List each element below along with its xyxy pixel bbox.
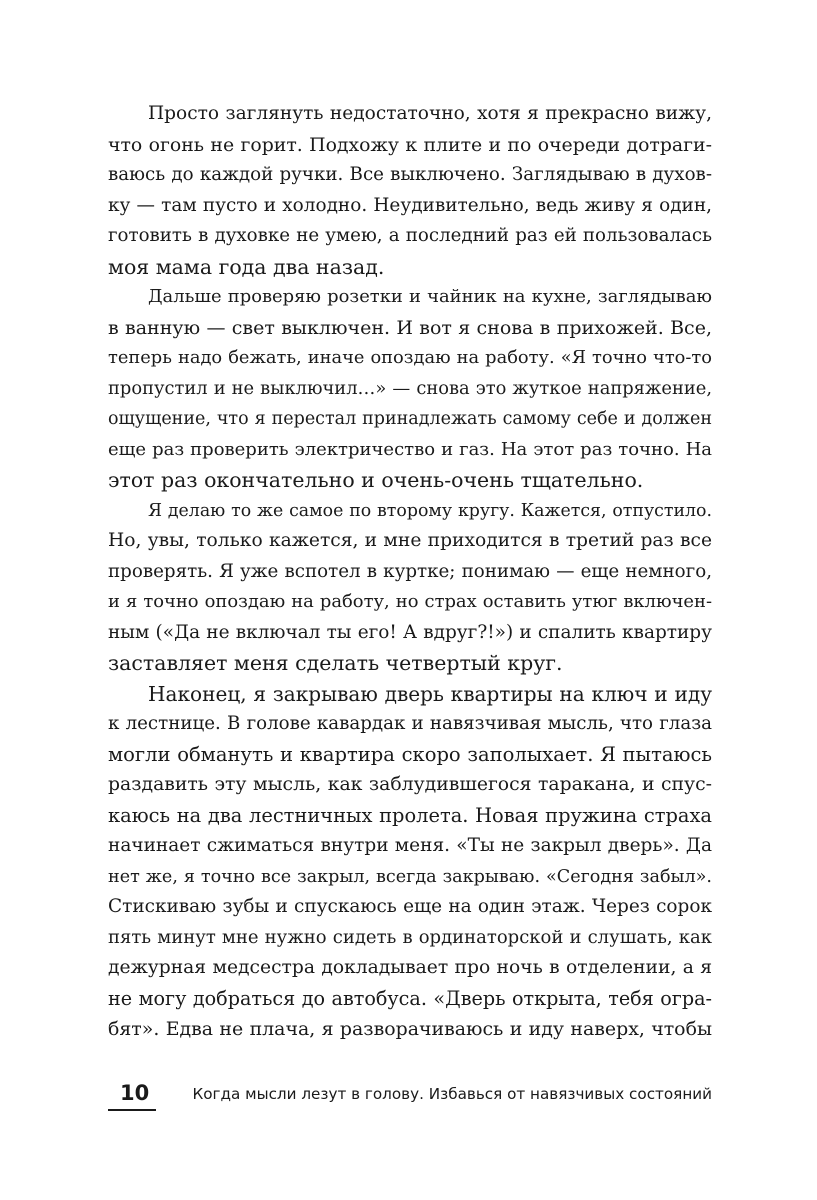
text-line: дежурная медсестра докладывает про ночь в отделении, а я xyxy=(108,957,712,978)
page-number-underline xyxy=(108,1109,156,1111)
text-line: начинает сжиматься внутри меня. «Ты не закрыл дверь». Да xyxy=(108,835,712,856)
text-line: ваюсь до каждой ручки. Все выключено. Заглядываю в духов- xyxy=(108,164,712,185)
text-line: Дальше проверяю розетки и чайник на кухне, заглядываю xyxy=(148,286,712,307)
text-line: этот раз окончательно и очень-очень тщательно. xyxy=(108,468,644,492)
text-line: пять минут мне нужно сидеть в ординаторской и слушать, как xyxy=(108,926,712,948)
text-line: моя мама года два назад. xyxy=(108,254,385,279)
text-line: могли обмануть и квартира скоро заполыхает. Я пытаюсь xyxy=(108,742,712,766)
text-line: проверять. Я уже вспотел в куртке; понимаю — еще немного, xyxy=(108,560,712,582)
text-line: ку — там пусто и холодно. Неудивительно, ведь живу я один, xyxy=(108,194,712,216)
text-line: каюсь на два лестничных пролета. Новая пружина страха xyxy=(108,803,712,827)
text-line: к лестнице. В голове кавардак и навязчивая мысль, что глаза xyxy=(108,713,712,734)
body-text xyxy=(108,99,712,1045)
text-line: Но, увы, только кажется, и мне приходится в третий раз все xyxy=(108,530,712,551)
page-number: 10 xyxy=(120,1081,150,1105)
text-line: Я делаю то же самое по второму кругу. Кажется, отпустило. xyxy=(148,500,712,521)
text-line: и я точно опоздаю на работу, но страх оставить утюг включен- xyxy=(108,591,712,612)
page-footer xyxy=(108,1078,712,1110)
text-line: еще раз проверить электричество и газ. На этот раз точно. На xyxy=(108,438,712,460)
text-line: бят». Едва не плача, я разворачиваюсь и иду наверх, чтобы xyxy=(108,1018,712,1040)
text-line: Наконец, я закрываю дверь квартиры на ключ и иду xyxy=(148,681,712,706)
text-line: Просто заглянуть недостаточно, хотя я прекрасно вижу, xyxy=(148,103,712,124)
text-line: заставляет меня сделать четвертый круг. xyxy=(108,651,563,675)
text-line: готовить в духовке не умею, а последний раз ей пользовалась xyxy=(108,225,712,246)
text-line: теперь надо бежать, иначе опоздаю на работу. «Я точно что-то xyxy=(108,347,712,368)
text-line: раздавить эту мысль, как заблудившегося таракана, и спус- xyxy=(108,774,712,795)
text-line: нет же, я точно все закрыл, всегда закрываю. «Сегодня забыл». xyxy=(108,866,712,887)
text-line: ным («Да не включал ты его! А вдруг?!») и спалить квартиру xyxy=(108,621,712,643)
text-line: Стискиваю зубы и спускаюсь еще на один этаж. Через сорок xyxy=(108,896,712,917)
running-title: Когда мысли лезут в голову. Избавься от навязчивых состояний xyxy=(192,1085,712,1103)
text-line: не могу добраться до автобуса. «Дверь открыта, тебя огра- xyxy=(108,986,712,1010)
text-line: что огонь не горит. Подхожу к плите и по очереди дотраги- xyxy=(108,133,712,156)
text-line: ощущение, что я перестал принадлежать самому себе и должен xyxy=(108,409,712,429)
text-line: в ванную — свет выключен. И вот я снова в прихожей. Все, xyxy=(108,316,712,339)
text-line: пропустил и не выключил…» — снова это жуткое напряжение, xyxy=(108,377,712,399)
